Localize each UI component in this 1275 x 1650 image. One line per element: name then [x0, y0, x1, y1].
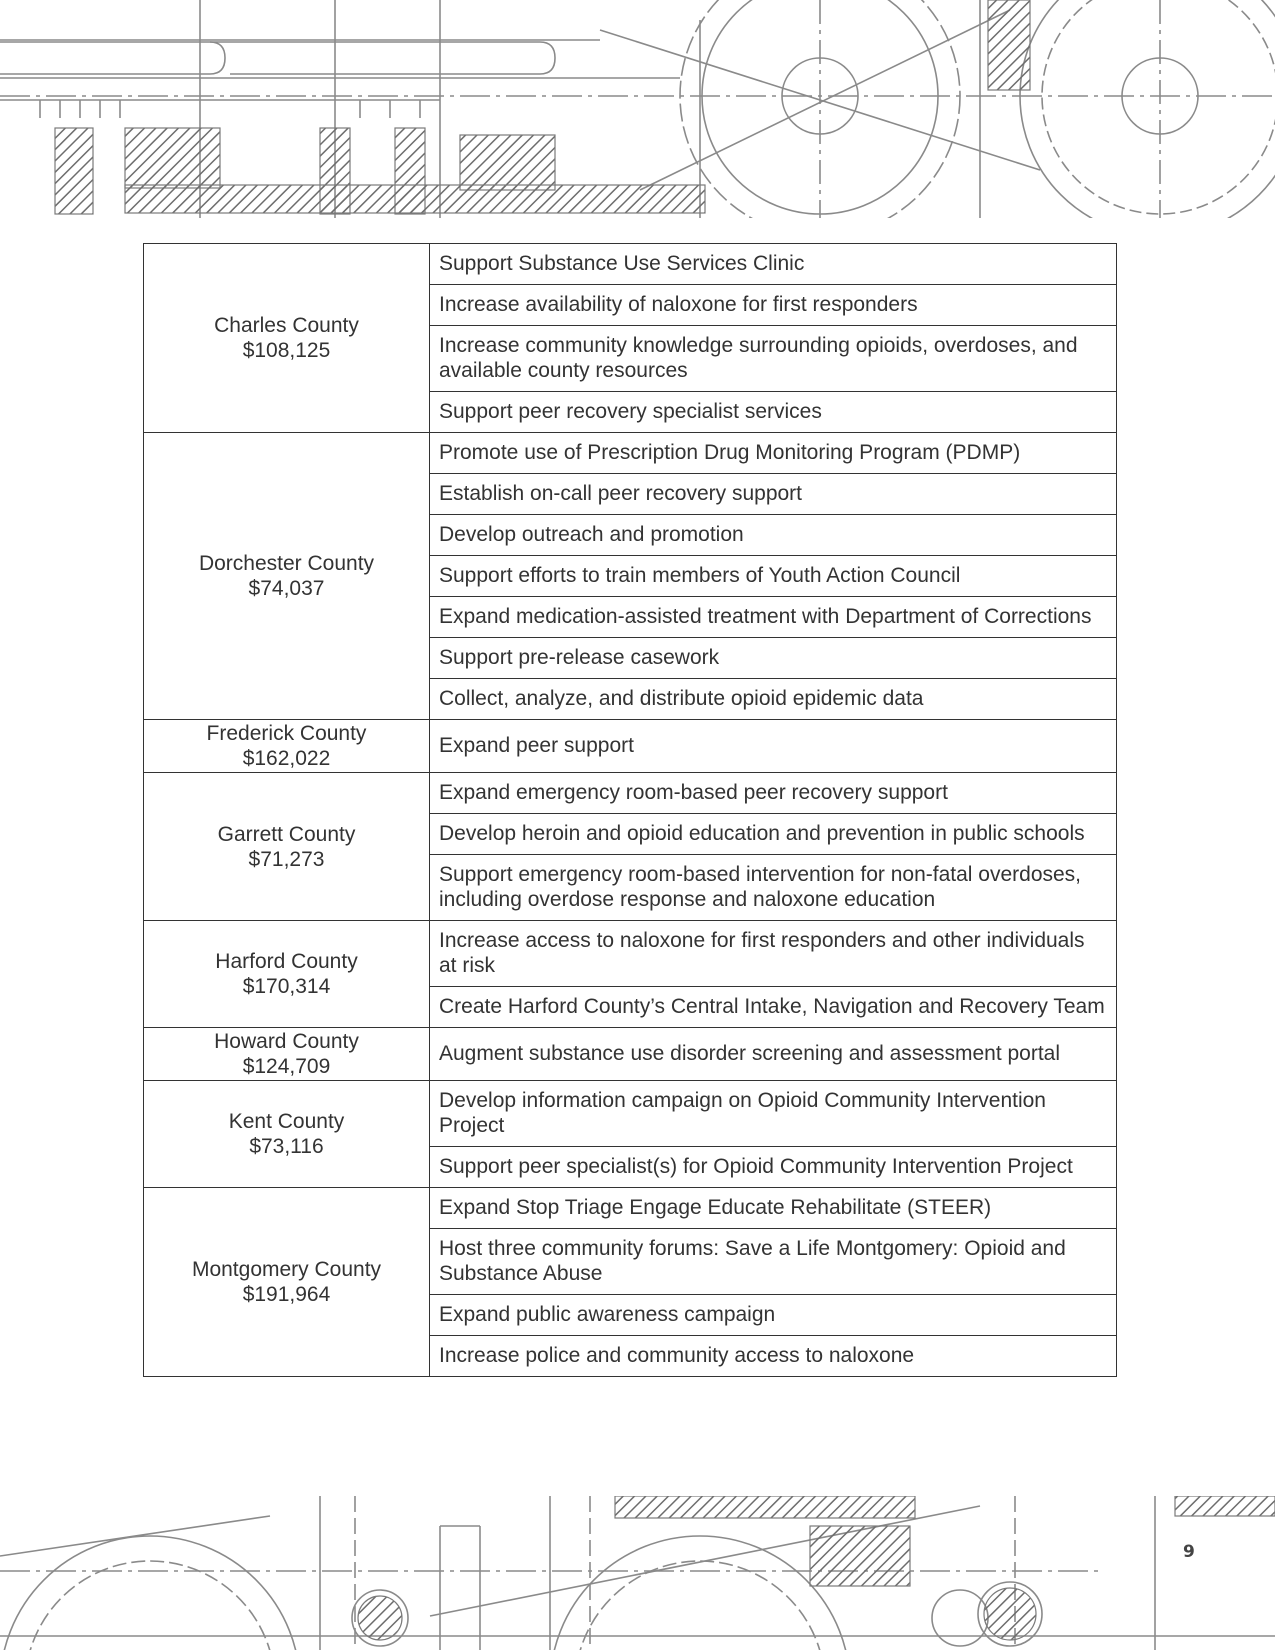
initiative-cell: Develop information campaign on Opioid Community Intervention Project [430, 1081, 1117, 1147]
county-cell [144, 1188, 430, 1377]
county-cell [144, 720, 430, 773]
initiative-cell: Increase access to naloxone for first responders and other individuals at risk [430, 921, 1117, 987]
county-name: Montgomery County [191, 1258, 382, 1281]
initiative-cell: Support efforts to train members of Youth Action Council [430, 556, 1117, 597]
initiative-cell: Collect, analyze, and distribute opioid epidemic data [430, 679, 1117, 720]
initiative-cell: Expand public awareness campaign [430, 1295, 1117, 1336]
county-cell [144, 1028, 430, 1081]
initiative-cell: Expand emergency room-based peer recovery support [430, 773, 1117, 814]
initiative-cell: Develop outreach and promotion [430, 515, 1117, 556]
table-row [144, 1028, 1117, 1081]
initiative-cell: Support pre-release casework [430, 638, 1117, 679]
initiative-cell: Support peer recovery specialist services [430, 392, 1117, 433]
initiative-cell: Host three community forums: Save a Life Montgomery: Opioid and Substance Abuse [430, 1229, 1117, 1295]
initiative-cell: Increase community knowledge surrounding opioids, overdoses, and available county resources [430, 326, 1117, 392]
initiative-cell: Expand medication-assisted treatment with Department of Corrections [430, 597, 1117, 638]
county-amount: $124,709 [242, 1055, 331, 1078]
initiative-cell: Support peer specialist(s) for Opioid Community Intervention Project [430, 1147, 1117, 1188]
county-name: Harford County [215, 950, 358, 973]
initiative-cell: Promote use of Prescription Drug Monitoring Program (PDMP) [430, 433, 1117, 474]
county-cell [144, 1081, 430, 1188]
initiative-cell: Increase availability of naloxone for first responders [430, 285, 1117, 326]
initiative-cell: Develop heroin and opioid education and prevention in public schools [430, 814, 1117, 855]
blueprint-footer-decoration [0, 1496, 1275, 1650]
county-cell [144, 773, 430, 921]
county-amount: $170,314 [242, 975, 331, 998]
blueprint-header-decoration [0, 0, 1275, 218]
table-row [144, 720, 1117, 773]
gear-blueprint-icon [0, 1496, 1275, 1650]
county-amount: $191,964 [242, 1283, 331, 1306]
initiative-cell: Support Substance Use Services Clinic [430, 244, 1117, 285]
county-name: Frederick County [206, 722, 367, 745]
initiative-cell: Support emergency room-based intervention for non-fatal overdoses, including overdose response and naloxone education [430, 855, 1117, 921]
table-row [144, 1081, 1117, 1147]
table-row [144, 244, 1117, 285]
gear-blueprint-icon [0, 0, 1275, 218]
initiative-cell: Create Harford County’s Central Intake, Navigation and Recovery Team [430, 987, 1117, 1028]
county-name: Kent County [228, 1110, 345, 1133]
county-cell [144, 244, 430, 433]
county-amount: $71,273 [248, 847, 325, 871]
county-cell [144, 433, 430, 720]
county-name: Dorchester County [198, 552, 375, 575]
county-grants-table [143, 243, 1117, 1377]
table-row [144, 433, 1117, 474]
initiative-cell: Expand Stop Triage Engage Educate Rehabilitate (STEER) [430, 1188, 1117, 1229]
table-row [144, 773, 1117, 814]
county-amount: $162,022 [242, 747, 331, 770]
county-amount: $74,037 [248, 577, 325, 600]
initiative-cell: Establish on-call peer recovery support [430, 474, 1117, 515]
county-name: Howard County [214, 1030, 359, 1053]
county-name: Garrett County [217, 822, 356, 846]
initiative-cell: Expand peer support [430, 720, 1117, 773]
table-row [144, 921, 1117, 987]
initiative-cell: Increase police and community access to naloxone [430, 1336, 1117, 1377]
table-row [144, 1188, 1117, 1229]
page-number: 9 [1183, 1542, 1195, 1562]
county-cell [144, 921, 430, 1028]
initiative-cell: Augment substance use disorder screening and assessment portal [430, 1028, 1117, 1081]
county-amount: $73,116 [249, 1135, 324, 1158]
county-amount: $108,125 [242, 339, 331, 362]
county-name: Charles County [214, 314, 359, 337]
